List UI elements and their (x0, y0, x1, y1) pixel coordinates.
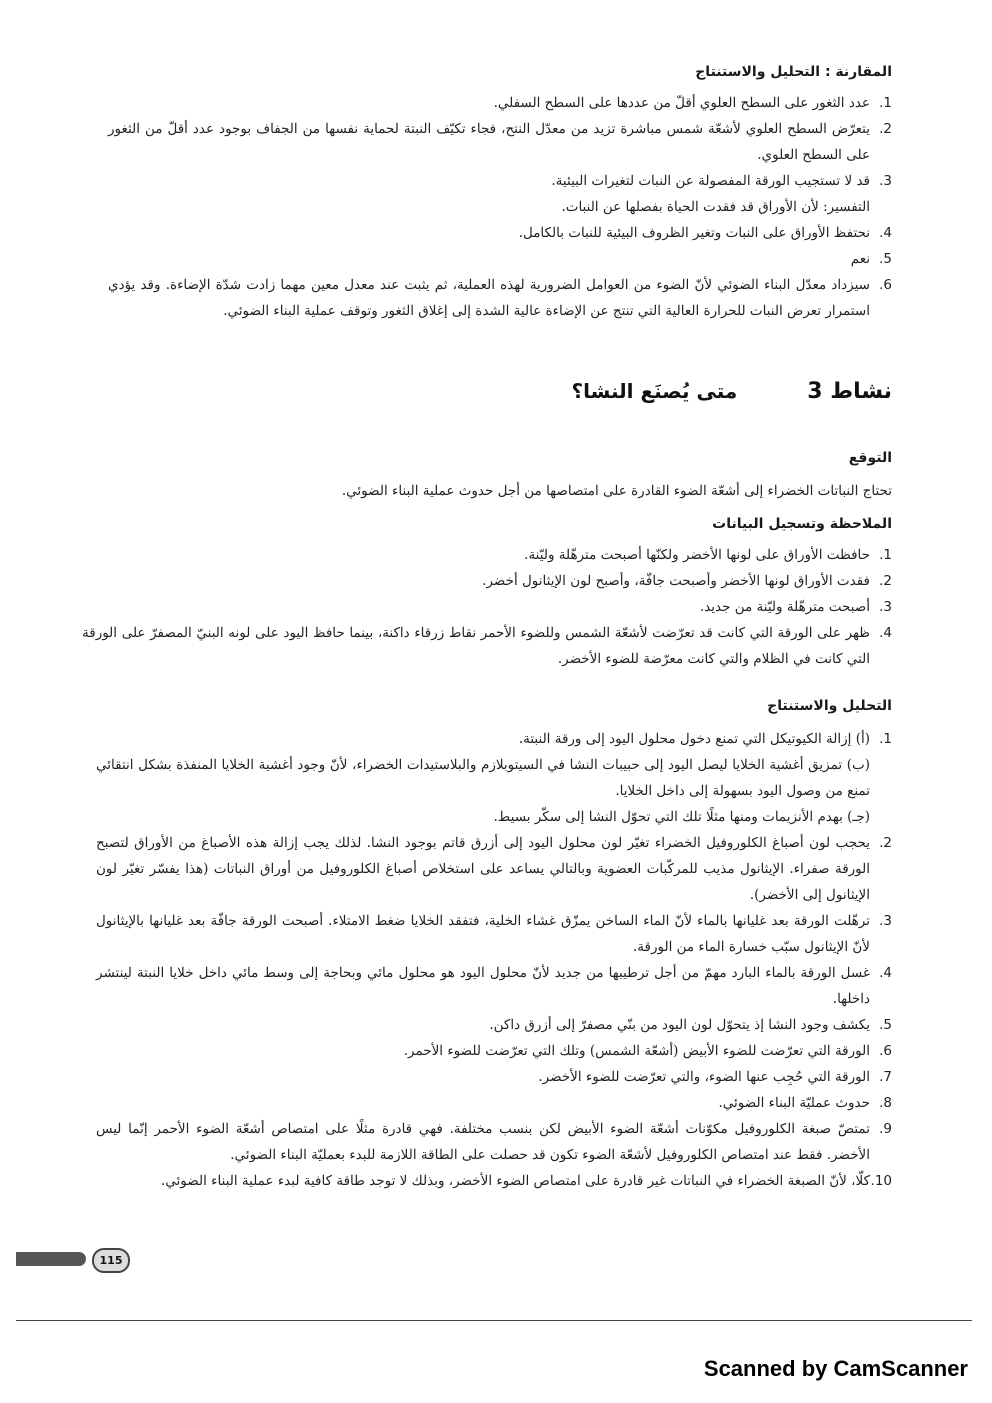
item-number: 1. (879, 95, 892, 111)
list-item (108, 116, 892, 168)
activity-header (392, 374, 892, 408)
item-text-explanation: التفسير: لأن الأوراق قد فقدت الحياة بفصلها عن النبات. (561, 199, 870, 215)
item-number: 1. (879, 547, 892, 563)
item-text: غسل الورقة بالماء البارد مهمّ من أجل ترطيبها من جديد لأنّ محلول اليود هو محلول مائي وبحاجة إلى وسط مائي داخل خلايا النبتة لينتشر داخلها. (96, 965, 870, 1007)
list-item (108, 272, 892, 324)
item-text: حافظت الأوراق على لونها الأخضر ولكنّها أصبحت مترهّلة وليّنة. (524, 547, 870, 563)
item-text: أصبحت مترهّلة وليّنة من جديد. (699, 599, 870, 615)
item-text: عدد الثغور على السطح العلوي أقلّ من عددها على السطح السفلي. (493, 95, 870, 111)
item-text: يتعرّض السطح العلوي لأشعّة شمس مباشرة تزيد من معدّل النتح، فجاء تكيّف النبتة لحماية نفسها من الجفاف بوجود عدد أقلّ من الثغور على السطح العلوي. (108, 121, 870, 163)
item-number: 2. (879, 835, 892, 851)
comparison-list (108, 90, 892, 324)
page-number: 115 (92, 1248, 130, 1273)
list-item (96, 1064, 892, 1090)
item-number: 2. (879, 573, 892, 589)
observation-list (82, 542, 892, 672)
list-item (82, 542, 892, 568)
item-number: 7. (879, 1069, 892, 1085)
item-text: نحتفظ الأوراق على النبات وتغير الظروف البيئية للنبات بالكامل. (518, 225, 870, 241)
item-number: 2. (879, 121, 892, 137)
item-text: نعم (850, 251, 870, 267)
page-number-bar (16, 1252, 86, 1266)
item-number: 8. (879, 1095, 892, 1111)
item-text: ترهّلت الورقة بعد غليانها بالماء لأنّ الماء الساخن يمزّق غشاء الخلية، فتفقد الخلايا ضغط الامتلاء. أصبحت الورقة جافّة بعد غليانها بالإيثانول لأنّ الإيثانول سبّب خسارة الماء من الورقة. (96, 913, 870, 955)
list-item (108, 90, 892, 116)
item-number: 3. (879, 599, 892, 615)
item-number: 3. (879, 173, 892, 189)
section-heading-observation: الملاحظة وتسجيل البيانات (712, 516, 892, 532)
item-number: 4. (879, 225, 892, 241)
subitem-c: (جـ) بهدم الأنزيمات ومنها مثلًا تلك التي تحوّل النشا إلى سكّر بسيط. (493, 809, 870, 825)
section-heading-comparison: المقارنة : التحليل والاستنتاج (695, 64, 892, 80)
item-text: ظهر على الورقة التي كانت قد تعرّضت لأشعّة الشمس وللضوء الأحمر نقاط زرقاء داكنة، بينما حافظ اليود على لونه البنيّ المصفرّ على الورقة التي كانت في الظلام والتي كانت معرّضة للضوء الأخضر. (82, 625, 870, 667)
activity-label: نشاط 3 (807, 378, 892, 404)
item-text: تمتصّ صبغة الكلوروفيل مكوّنات أشعّة الضوء الأبيض لكن بنسب مختلفة. فهي قادرة مثلًا على امتصاص أشعّة الضوء الأحمر إنّما ليس الأخضر. فقط عند امتصاص الكلوروفيل لأشعّة الضوء تكون قد حصلت على الطاقة اللازمة للبدء بعمليّة البناء الضوئي. (96, 1121, 870, 1163)
list-item (96, 908, 892, 960)
list-item (96, 1116, 892, 1168)
item-number: 9. (879, 1121, 892, 1137)
list-item (82, 594, 892, 620)
section-heading-analysis: التحليل والاستنتاج (767, 698, 892, 714)
page-number-badge (16, 1247, 123, 1271)
item-number: 5. (879, 251, 892, 267)
analysis-list (96, 726, 892, 1194)
item-text: حدوث عمليّة البناء الضوئي. (718, 1095, 870, 1111)
list-item (96, 960, 892, 1012)
list-item (96, 1090, 892, 1116)
item-text: كلّا، لأنّ الصبغة الخضراء في النباتات غير قادرة على امتصاص الضوء الأخضر، وبذلك لا توجد طاقة كافية لبدء عملية البناء الضوئي. (161, 1173, 870, 1189)
item-number: 6. (879, 277, 892, 293)
item-number: 5. (879, 1017, 892, 1033)
subitem-b: (ب) تمزيق أغشية الخلايا ليصل اليود إلى حبيبات النشا في السيتوبلازم والبلاستيدات الخضراء، لأنّ وجود أغشية الخلايا المنفذة بشكل انتقائي تمنع من وصول اليود بسهولة إلى داخل الخلايا. (96, 757, 870, 799)
item-text (108, 168, 870, 220)
item-number: 3. (879, 913, 892, 929)
item-number: 1. (879, 731, 892, 747)
subitem-a: (أ) إزالة الكيوتيكل التي تمنع دخول محلول اليود إلى ورقة النبتة. (518, 731, 870, 747)
item-text: يحجب لون أصباغ الكلوروفيل الخضراء تغيّر لون محلول اليود إلى أزرق قاتم بوجود النشا. لذلك يجب إزالة هذه الأصباغ من الأوراق لتصبح الورقة صفراء. الإيثانول مذيب للمركّبات العضوية وبالتالي يساعد على استخلاص أصباغ الكلوروفيل من أوراق النباتات (هذا يفسّر تغيّر لون الإيثانول إلى الأخضر). (96, 835, 870, 903)
list-item (96, 726, 892, 830)
list-item (108, 168, 892, 220)
list-item (82, 620, 892, 672)
item-text (96, 726, 870, 830)
list-item (96, 1012, 892, 1038)
item-text: سيزداد معدّل البناء الضوئي لأنّ الضوء من العوامل الضرورية لهذه العملية، ثم يثبت عند معدل معين مهما زادت شدّة الإضاءة. وقد يؤدي استمرار تعرض النبات للحرارة العالية التي تنتج عن الإضاءة عالية الشدة إلى إغلاق الثغور وتوقف عملية البناء الضوئي. (108, 277, 870, 319)
item-text: الورقة التي تعرّضت للضوء الأبيض (أشعّة الشمس) وتلك التي تعرّضت للضوء الأحمر. (403, 1043, 870, 1059)
list-item (96, 1168, 892, 1194)
footer-divider (16, 1320, 972, 1321)
item-text: الورقة التي حُجِب عنها الضوء، والتي تعرّضت للضوء الأخضر. (538, 1069, 870, 1085)
list-item (108, 246, 892, 272)
item-text-main: قد لا تستجيب الورقة المفصولة عن النبات لتغيرات البيئية. (551, 173, 870, 189)
item-number: 6. (879, 1043, 892, 1059)
prediction-text: تحتاج النباتات الخضراء إلى أشعّة الضوء القادرة على امتصاصها من أجل حدوث عملية البناء الضوئي. (341, 483, 892, 499)
list-item (108, 220, 892, 246)
section-heading-prediction: التوقع (848, 450, 892, 466)
item-number: 10. (870, 1173, 892, 1189)
item-number: 4. (879, 965, 892, 981)
list-item (96, 1038, 892, 1064)
item-text: يكشف وجود النشا إذ يتحوّل لون اليود من بنّي مصفرّ إلى أزرق داكن. (489, 1017, 870, 1033)
item-text: فقدت الأوراق لونها الأخضر وأصبحت جافّة، وأصبح لون الإيثانول أخضر. (482, 573, 870, 589)
item-number: 4. (879, 625, 892, 641)
scanner-watermark: Scanned by CamScanner (703, 1356, 968, 1381)
activity-title: متى يُصنَع النشا؟ (571, 379, 738, 403)
list-item (82, 568, 892, 594)
list-item (96, 830, 892, 908)
